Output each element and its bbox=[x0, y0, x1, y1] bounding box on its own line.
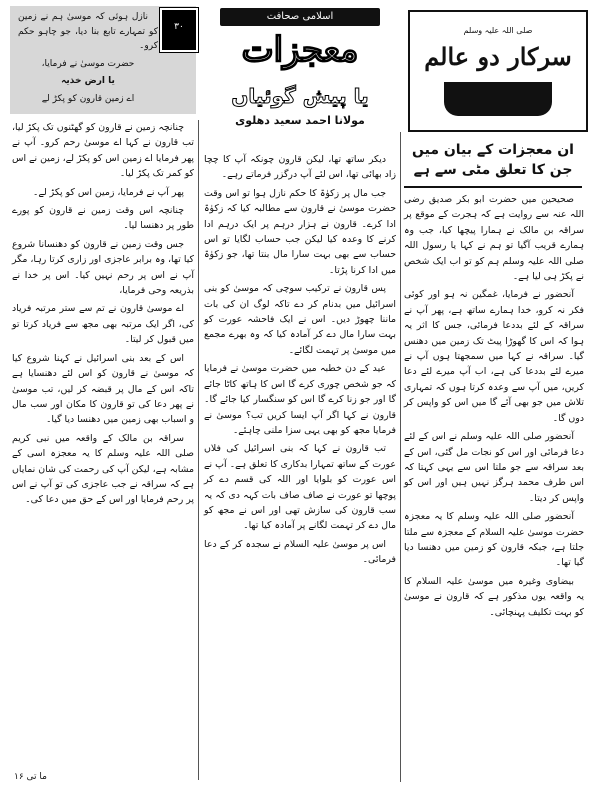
paragraph: عید کے دن خطبہ میں حضرت موسیٰ نے فرمایا کہ جو شخص چوری کرے گا اس کا ہاتھ کاٹا جائے گا اور جو زنا کرے گا اس کو سنگسار کیا جائے گا۔ قارون نے کہا اگر آپ ایسا کریں تب؟ موسیٰ نے فرمایا مجھ کو بھی یہی سزا ملنی چاہئے۔ bbox=[204, 363, 396, 436]
paragraph: جس وقت زمین نے قارون کو دھنسانا شروع کیا تھا، وہ برابر عاجزی اور زاری کرتا رہا، مگر آپ نے اس پر رحم نہیں کیا۔ اس پر خدا نے بذریعہ وحی فرمایا، bbox=[12, 238, 194, 297]
paragraph: آنحضور صلی اللہ علیہ وسلم نے اس کے لئے دعا فرمائی اور اس کو نجات مل گئی، اس کے بعد سراقہ سے جو ملتا اس سے یہی کہتا کہ اس طرف محمد ہرگز نہیں ہیں اور اس کو واپس کر دیتا۔ bbox=[404, 431, 584, 504]
paragraph: اس پر موسیٰ علیہ السلام نے سجدہ کر کے دعا فرمائی۔ bbox=[204, 538, 396, 566]
salutation: صلی اللہ علیہ وسلم bbox=[463, 26, 533, 35]
paragraph: دیکر ساتھ تھا، لیکن قارون چونکہ آپ کا چچا زاد بھائی تھا، اس لئے آپ درگزر فرماتے رہے۔ bbox=[204, 154, 396, 181]
column-divider bbox=[400, 132, 401, 782]
headline-underline bbox=[404, 186, 582, 188]
paragraph: آنحضور نے فرمایا، غمگین نہ ہو اور کوئی فکر نہ کرو، خدا ہمارے ساتھ ہے، پھر آپ نے سراقہ کے لئے بددعا فرمائی، جس کا اثر یہ ہوا کہ اس کا گھوڑا پیٹ تک زمین میں دھنس گیا۔ سراقہ نے کہا میں سمجھتا ہوں آپ نے میرے لئے بددعا کی ہے، اب آپ میرے لئے دعا کریں، میں آپ سے وعدہ کرتا ہوں کہ تمہاری تلاش میں جو بھی آئے گا میں اس کو واپس کر دوں گا۔ bbox=[404, 289, 584, 424]
paragraph: بیضاوی وغیرہ میں موسیٰ علیہ السلام کا یہ واقعہ یوں مذکور ہے کہ قارون نے موسیٰ کو بہت تکلیف پہنچائی۔ bbox=[404, 575, 584, 618]
headline-line-2: جن کا تعلق مٹی سے ہے bbox=[413, 162, 573, 178]
column-left bbox=[12, 120, 194, 511]
arabic-quote: یا ارض خذیہ bbox=[61, 76, 115, 86]
headline-line-1: ان معجزات کے بیان میں bbox=[412, 142, 574, 158]
paragraph: حضرت موسیٰ نے فرمایا، bbox=[41, 58, 135, 69]
masthead-subtitle: یا پیش گوئیاں bbox=[231, 84, 369, 108]
box-title: سرکار دو عالم bbox=[424, 42, 572, 71]
page-reference: ما تی ۱۶ bbox=[14, 772, 47, 782]
masthead-band: اسلامی صحافت bbox=[220, 8, 380, 26]
column-left-box bbox=[18, 10, 158, 109]
section-headline bbox=[400, 140, 586, 180]
paragraph: صحیحین میں حضرت ابو بکر صدیق رضی اللہ عنہ سے روایت ہے کہ ہجرت کے موقع پر سراقہ بن مالک نے ہمارا پیچھا کیا، جب وہ ہمارے قریب آگیا تو ہم نے کہا یا رسول اللہ صلی اللہ علیہ وسلم ہم کو تو اب ایک شخص نے پکڑ ہی لیا ہے۔ bbox=[404, 194, 584, 283]
paragraph: تب قارون نے کہا کہ بنی اسرائیل کی فلاں عورت کے ساتھ تمہارا بدکاری کا تعلق ہے۔ آپ نے اس عورت کو بلوایا اور اللہ کی قسم دے کر پوچھا تو عورت نے صاف صاف بات کہہ دی کہ یہ سب قارون کی سازش تھی اور اس نے مجھ کو مال دے کر تہمت لگانے پر آمادہ کیا تھا۔ bbox=[204, 443, 396, 532]
paragraph: چنانچہ زمین نے قارون کو گھٹنوں تک پکڑ لیا، تب قارون نے کہا اے موسیٰ رحم کرو۔ آپ نے پھر فرمایا اے زمین اس کو پکڑ لے، زمین نے اس کو کمر تک پکڑ لیا۔ bbox=[12, 122, 194, 180]
masthead-title: معجزات bbox=[241, 30, 359, 70]
masthead bbox=[200, 6, 400, 132]
paragraph: اے موسیٰ قارون نے تم سے ستر مرتبہ فریاد کی، اگر ایک مرتبہ بھی مجھ سے فریاد کرتا تو میں قبول کر لیتا۔ bbox=[12, 303, 194, 346]
translation-quote: اے زمین قارون کو پکڑ لے bbox=[41, 93, 135, 104]
author-name: مولانا احمد سعید دھلوی bbox=[235, 114, 365, 127]
paragraph: پس قارون نے ترکیب سوچی کہ موسیٰ کو بنی اسرائیل میں بدنام کر دے تاکہ لوگ ان کی بات ماننا چھوڑ دیں۔ اس نے ایک فاحشہ عورت کو بہت سارا مال دے کر آمادہ کیا کہ وہ بھرے مجمع میں موسیٰ پر تہمت لگائے۔ bbox=[204, 283, 396, 356]
scroll-ornament bbox=[444, 82, 552, 116]
paragraph: جب مال پر زکوٰۃ کا حکم نازل ہوا تو اس وقت حضرت موسیٰ نے قارون سے مطالبہ کیا کہ زکوٰۃ ادا کرے۔ قارون نے ہزار درہم پر ایک درہم ادا کرنے کا وعدہ کیا لیکن جب حساب لگایا تو اس حساب سے بھی بہت سارا مال بنتا تھا، جو زکوٰۃ میں ادا کرنا پڑتا۔ bbox=[204, 187, 396, 276]
stamp-number: ۳۰ bbox=[174, 22, 184, 32]
paragraph: سراقہ بن مالک کے واقعہ میں نبی کریم صلی اللہ علیہ وسلم کا یہ معجزہ اسی کے مشابہ ہے، لیکن آپ کی رحمت کی شان نمایاں ہے کہ سراقہ نے جب عاجزی کی تو آپ نے اس پر رحم فرمایا اور اس کے حق میں دعا کی۔ bbox=[12, 432, 194, 506]
column-divider bbox=[198, 120, 199, 780]
column-middle bbox=[204, 152, 396, 571]
title-box bbox=[408, 10, 588, 132]
paragraph: پھر آپ نے فرمایا، زمین اس کو پکڑ لے۔ bbox=[32, 186, 184, 198]
series-stamp bbox=[160, 8, 198, 52]
paragraph: چنانچہ اس وقت زمین نے قارون کو پورے طور پر دھنسا لیا۔ bbox=[12, 205, 194, 232]
column-right bbox=[404, 192, 584, 623]
paragraph: نازل ہوئی کہ موسیٰ ہم نے زمین کو تمہارے تابع بنا دیا، جو چاہو حکم کرو۔ bbox=[18, 12, 158, 51]
paragraph: آنحضور صلی اللہ علیہ وسلم کا یہ معجزہ حضرت موسیٰ علیہ السلام کے معجزہ سے ملتا جلتا ہے، جبکہ قارون کو زمین میں دھنسا دیا گیا تھا۔ bbox=[404, 511, 584, 569]
paragraph: اس کے بعد بنی اسرائیل نے کہنا شروع کیا کہ موسیٰ نے قارون کو اس لئے دھنسایا ہے تاکہ اس کے مال پر قبضہ کر لیں، تب موسیٰ نے پھر دعا کی تو قارون کا مکان اور سب مال و اسباب بھی زمین میں دھنسا دیا گیا۔ bbox=[12, 352, 194, 426]
